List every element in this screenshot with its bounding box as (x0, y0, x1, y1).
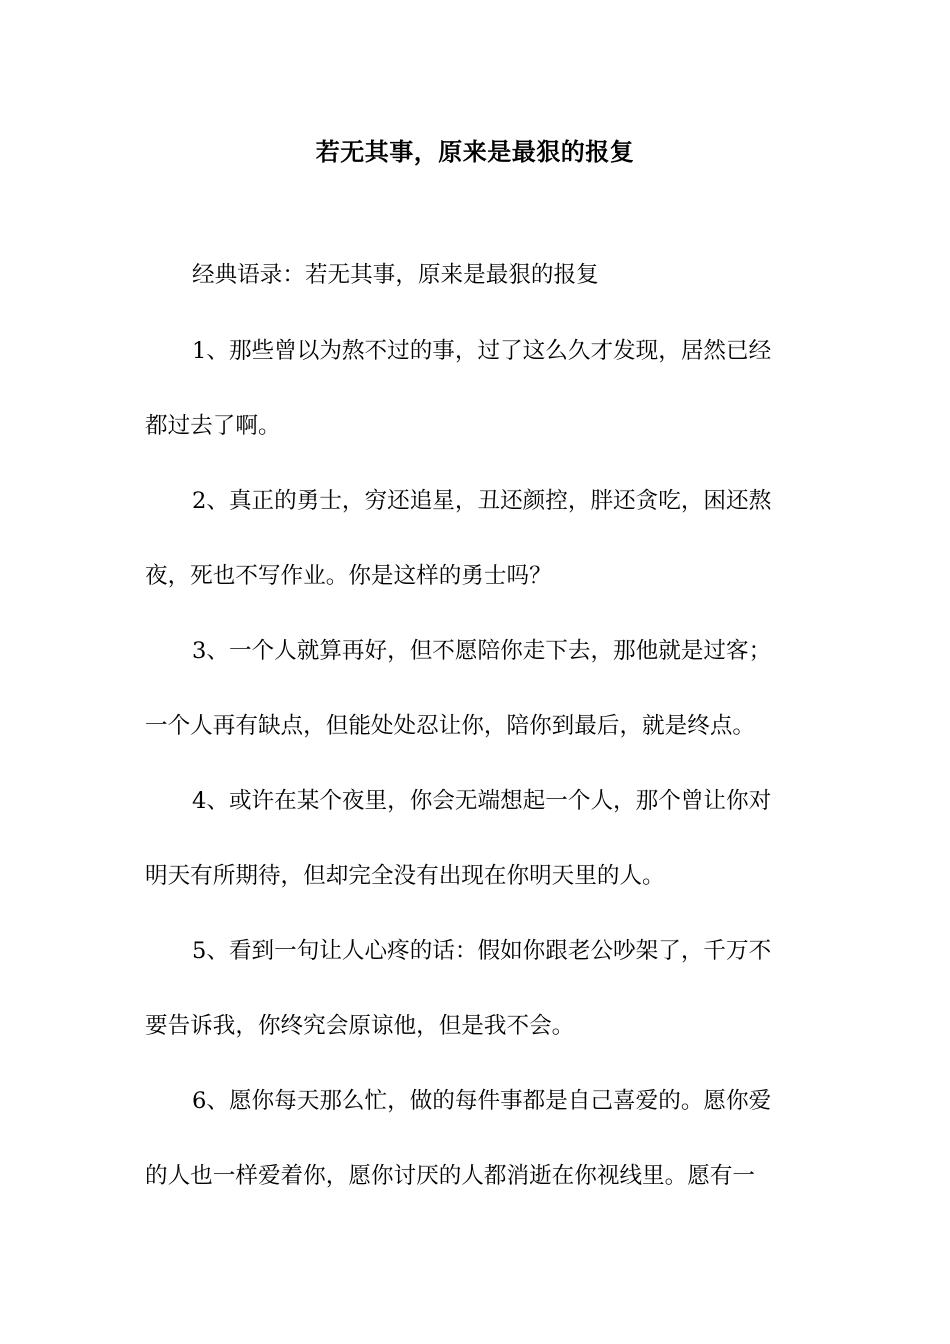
paragraph-intro (145, 257, 807, 295)
paragraph-line: 都过去了啊。 (145, 413, 281, 440)
paragraph-line: 一个人再有缺点，但能处处忍让你，陪你到最后，就是终点。 (145, 713, 756, 740)
paragraph-line: 5、看到一句让人心疼的话：假如你跟老公吵架了，千万不 (192, 938, 772, 964)
paragraph-item-4 (145, 783, 807, 896)
paragraph-line: 2、真正的勇士，穷还追星，丑还颜控，胖还贪吃，困还熬 (192, 488, 772, 514)
paragraph-line: 6、愿你每天那么忙，做的每件事都是自己喜爱的。愿你爱 (192, 1088, 772, 1114)
paragraph-item-5 (145, 933, 807, 1046)
paragraph-line: 要告诉我，你终究会原谅他，但是我不会。 (145, 1013, 575, 1040)
page-title: 若无其事，原来是最狠的报复 (315, 137, 635, 166)
paragraph-item-3 (145, 633, 807, 746)
paragraph-item-6 (145, 1083, 807, 1196)
paragraph-line: 经典语录：若无其事，原来是最狠的报复 (192, 262, 599, 288)
paragraph-line: 的人也一样爱着你，愿你讨厌的人都消逝在你视线里。愿有一 (145, 1163, 756, 1190)
paragraph-line: 1、那些曾以为熬不过的事，过了这么久才发现，居然已经 (192, 338, 772, 364)
paragraph-line: 夜，死也不写作业。你是这样的勇士吗？ (145, 563, 552, 590)
paragraph-line: 3、一个人就算再好，但不愿陪你走下去，那他就是过客； (192, 638, 772, 664)
paragraph-line: 4、或许在某个夜里，你会无端想起一个人，那个曾让你对 (192, 788, 772, 814)
paragraph-line: 明天有所期待，但却完全没有出现在你明天里的人。 (145, 863, 665, 890)
paragraph-item-2 (145, 483, 807, 596)
paragraph-item-1 (145, 333, 807, 446)
